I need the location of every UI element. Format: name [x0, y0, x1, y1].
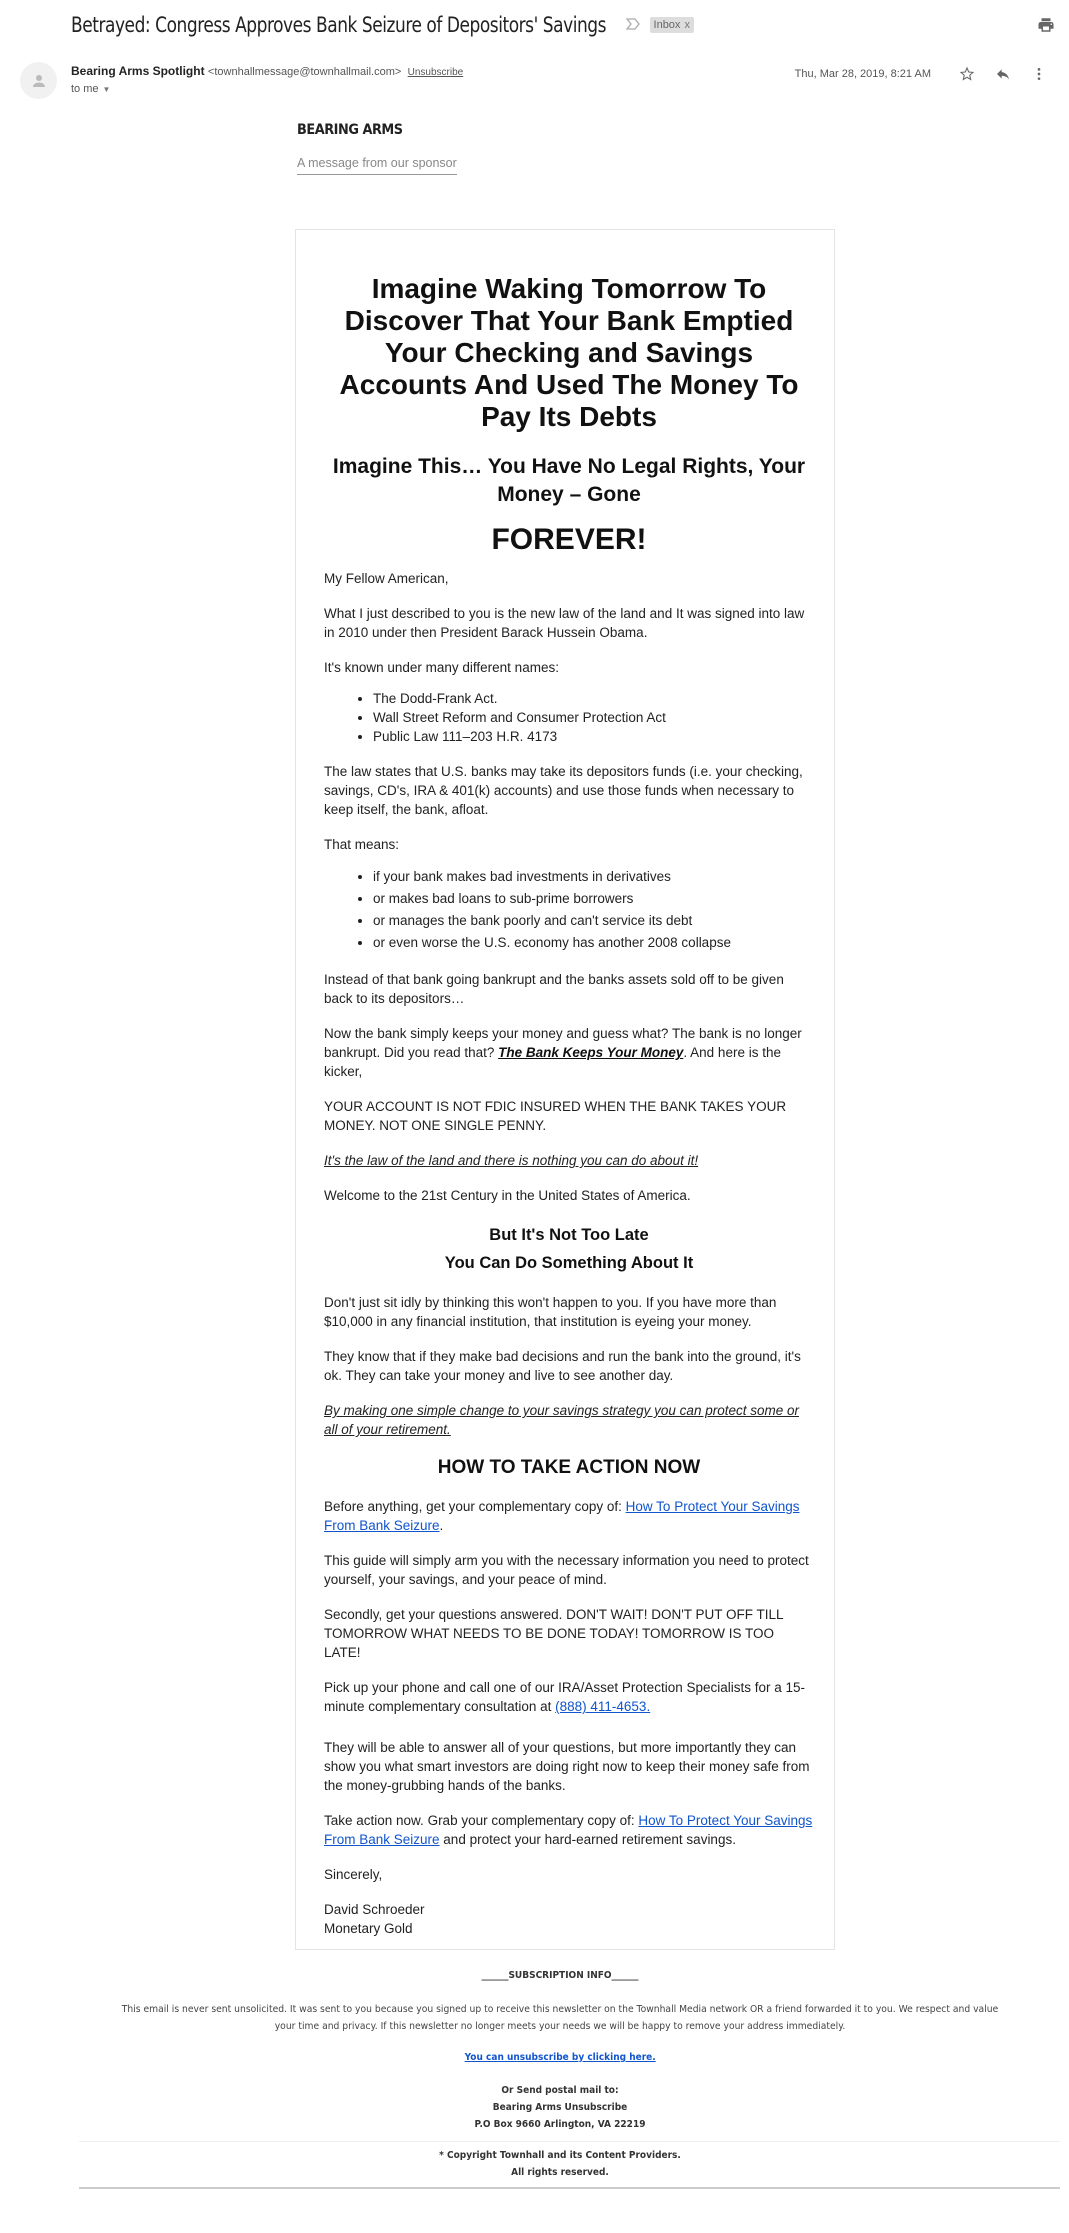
paragraph: What I just described to you is the new law of the land and It was signed into law in 2010 under then President Barack Hussein Obama. [324, 606, 805, 640]
postal-address [128, 2082, 992, 2133]
paragraph: Welcome to the 21st Century in the United States of America. [324, 1188, 691, 1203]
message-content [324, 273, 814, 1938]
headline: Imagine Waking Tomorrow To Discover That Your Bank Emptied Your Checking and Savings Accounts And Used The Money To Pay Its Debts [339, 273, 799, 432]
list-item: • Wall Street Reform and Consumer Protection Act [373, 708, 814, 727]
copyright-line: * Copyright Townhall and its Content Providers. [439, 2150, 681, 2161]
paragraph [324, 1678, 814, 1716]
recipient-details-toggle[interactable] [71, 83, 463, 95]
greeting: My Fellow American, [324, 571, 449, 586]
heading-line: But It's Not Too Late [489, 1226, 649, 1244]
list-item: • The Dodd-Frank Act. [373, 689, 814, 708]
paragraph: The law states that U.S. banks may take its depositors funds (i.e. your checking, savings, CD's, IRA & 401(k) accounts) and use those funds when necessary to keep itself, the bank, afloat. [324, 764, 803, 817]
label-text: Inbox [653, 19, 681, 31]
more-options-button[interactable] [1021, 64, 1057, 84]
postal-line: P.O Box 9660 Arlington, VA 22219 [474, 2119, 646, 2130]
phone-link[interactable]: (888) 411-4653. [555, 1699, 651, 1714]
print-button[interactable] [1037, 16, 1055, 34]
more-vert-icon [1031, 66, 1047, 82]
action-heading: HOW TO TAKE ACTION NOW [437, 1457, 701, 1478]
paragraph: Don't just sit idly by thinking this won't happen to you. If you have more than $10,000 in any financial institution, that institution is eyeing your money. [324, 1295, 777, 1329]
paragraph [324, 1024, 814, 1081]
footer-bottom-divider [79, 2187, 1060, 2189]
emphasis-text: The Bank Keeps Your Money [498, 1045, 684, 1060]
paragraph: It's the law of the land and there is nothing you can do about it! [324, 1153, 699, 1168]
paragraph: They know that if they make bad decisions and run the bank into the ground, it's ok. They can take your money and live to see another day. [324, 1349, 801, 1383]
text: and protect your hard-earned retirement savings. [439, 1832, 736, 1847]
subscription-footer [80, 1970, 1040, 2195]
paragraph: By making one simple change to your savings strategy you can protect some or all of your retirement. [324, 1403, 799, 1437]
recipient-label: to me [71, 83, 99, 95]
footer-unsubscribe-link[interactable]: You can unsubscribe by clicking here. [464, 2052, 656, 2063]
subscription-text: This email is never sent unsolicited. It was sent to you because you signed up to receive this newsletter on the Townhall Media network OR a friend forwarded it to you. We respect and value your time and privacy. If this newsletter no longer meets your needs we will be happy to remove your address immediately. [121, 2004, 999, 2032]
list-item: • Public Law 111–203 H.R. 4173 [373, 727, 814, 746]
paragraph [324, 1497, 814, 1535]
law-names-list [324, 689, 814, 746]
importance-marker-icon[interactable] [626, 17, 640, 33]
copyright-line: All rights reserved. [511, 2167, 609, 2178]
closing: Sincerely, [324, 1867, 383, 1882]
avatar [20, 62, 57, 99]
guide-link-2[interactable]: How To Protect Your Savings From Bank Seizure [324, 1813, 813, 1847]
message-card [295, 229, 835, 1950]
remove-label-button[interactable]: x [684, 19, 690, 31]
postal-line: Bearing Arms Unsubscribe [492, 2102, 628, 2113]
paragraph: That means: [324, 837, 400, 852]
paragraph: They will be able to answer all of your questions, but more importantly they can show you what smart investors are doing right now to keep their money safe from the money-grubbing hands of the banks. [324, 1740, 810, 1793]
sender-name: Bearing Arms Spotlight [71, 64, 205, 78]
chevron-down-icon: ▼ [102, 84, 111, 94]
list-item: • or makes bad loans to sub-prime borrowers [373, 888, 814, 910]
message-date: Thu, Mar 28, 2019, 8:21 AM [794, 68, 931, 80]
footer-bottom-divider-wrap [80, 2181, 1040, 2195]
paragraph: YOUR ACCOUNT IS NOT FDIC INSURED WHEN THE BANK TAKES YOUR MONEY. NOT ONE SINGLE PENNY. [324, 1099, 787, 1133]
subheadline: Imagine This… You Have No Legal Rights, Your Money – Gone [332, 455, 806, 506]
sender-row [20, 62, 1069, 102]
text: Now the bank simply keeps your money and guess what? The bank is no longer bankrupt. Did you read that? [324, 1026, 802, 1060]
signature-name: David Schroeder [324, 1902, 425, 1917]
bearing-arms-logo[interactable]: BEARING ARMS [297, 122, 403, 138]
sender-info [71, 64, 463, 95]
text: . [439, 1518, 444, 1533]
subscription-title: ______SUBSCRIPTION INFO______ [481, 1970, 639, 1981]
guide-link[interactable]: How To Protect Your Savings From Bank Seizure [324, 1499, 800, 1533]
footer-divider-wrap [80, 2133, 1040, 2147]
paragraph: It's known under many different names: [324, 660, 559, 675]
inbox-label-chip[interactable] [650, 17, 694, 33]
star-icon [959, 66, 975, 82]
person-icon [30, 72, 48, 90]
list-item: • or manages the bank poorly and can't service its debt [373, 910, 814, 932]
paragraph: This guide will simply arm you with the necessary information you need to protect yourself, your savings, and your peace of mind. [324, 1553, 809, 1587]
unsubscribe-link[interactable]: Unsubscribe [407, 67, 464, 78]
reply-icon [995, 66, 1011, 82]
heading-line: You Can Do Something About It [444, 1254, 694, 1272]
signature-company: Monetary Gold [324, 1921, 413, 1936]
paragraph: Instead of that bank going bankrupt and the banks assets sold off to be given back to its depositors… [324, 972, 784, 1006]
sponsor-note: A message from our sponsor [297, 156, 457, 175]
section-heading [324, 1221, 814, 1277]
reply-button[interactable] [985, 64, 1021, 84]
means-list [324, 866, 814, 954]
paragraph [324, 1811, 814, 1849]
signature [324, 1900, 814, 1938]
print-icon [1037, 16, 1055, 34]
list-item: • or even worse the U.S. economy has another 2008 collapse [373, 932, 814, 954]
subject-row [71, 10, 694, 40]
text: . And here is the kicker, [324, 1045, 781, 1079]
email-subject: Betrayed: Congress Approves Bank Seizure of Depositors' Savings [71, 13, 607, 37]
paragraph: Secondly, get your questions answered. DON'T WAIT! DON'T PUT OFF TILL TOMORROW WHAT NEEDS TO BE DONE TODAY! TOMORROW IS TOO LATE! [324, 1607, 784, 1660]
text: Take action now. Grab your complementary copy of: [324, 1813, 639, 1828]
forever-heading: FOREVER! [491, 523, 647, 556]
text: Pick up your phone and call one of our IRA/Asset Protection Specialists for a 15-minute complementary consultation at [324, 1680, 806, 1714]
footer-divider [79, 2141, 1060, 2142]
message-meta [795, 64, 1057, 84]
list-item: • if your bank makes bad investments in derivatives [373, 866, 814, 888]
brand-header [297, 122, 457, 175]
postal-line: Or Send postal mail to: [501, 2085, 619, 2096]
copyright [128, 2147, 992, 2181]
text: Before anything, get your complementary copy of: [324, 1499, 626, 1514]
star-button[interactable] [949, 64, 985, 84]
sender-email: <townhallmessage@townhallmail.com> [207, 66, 402, 78]
